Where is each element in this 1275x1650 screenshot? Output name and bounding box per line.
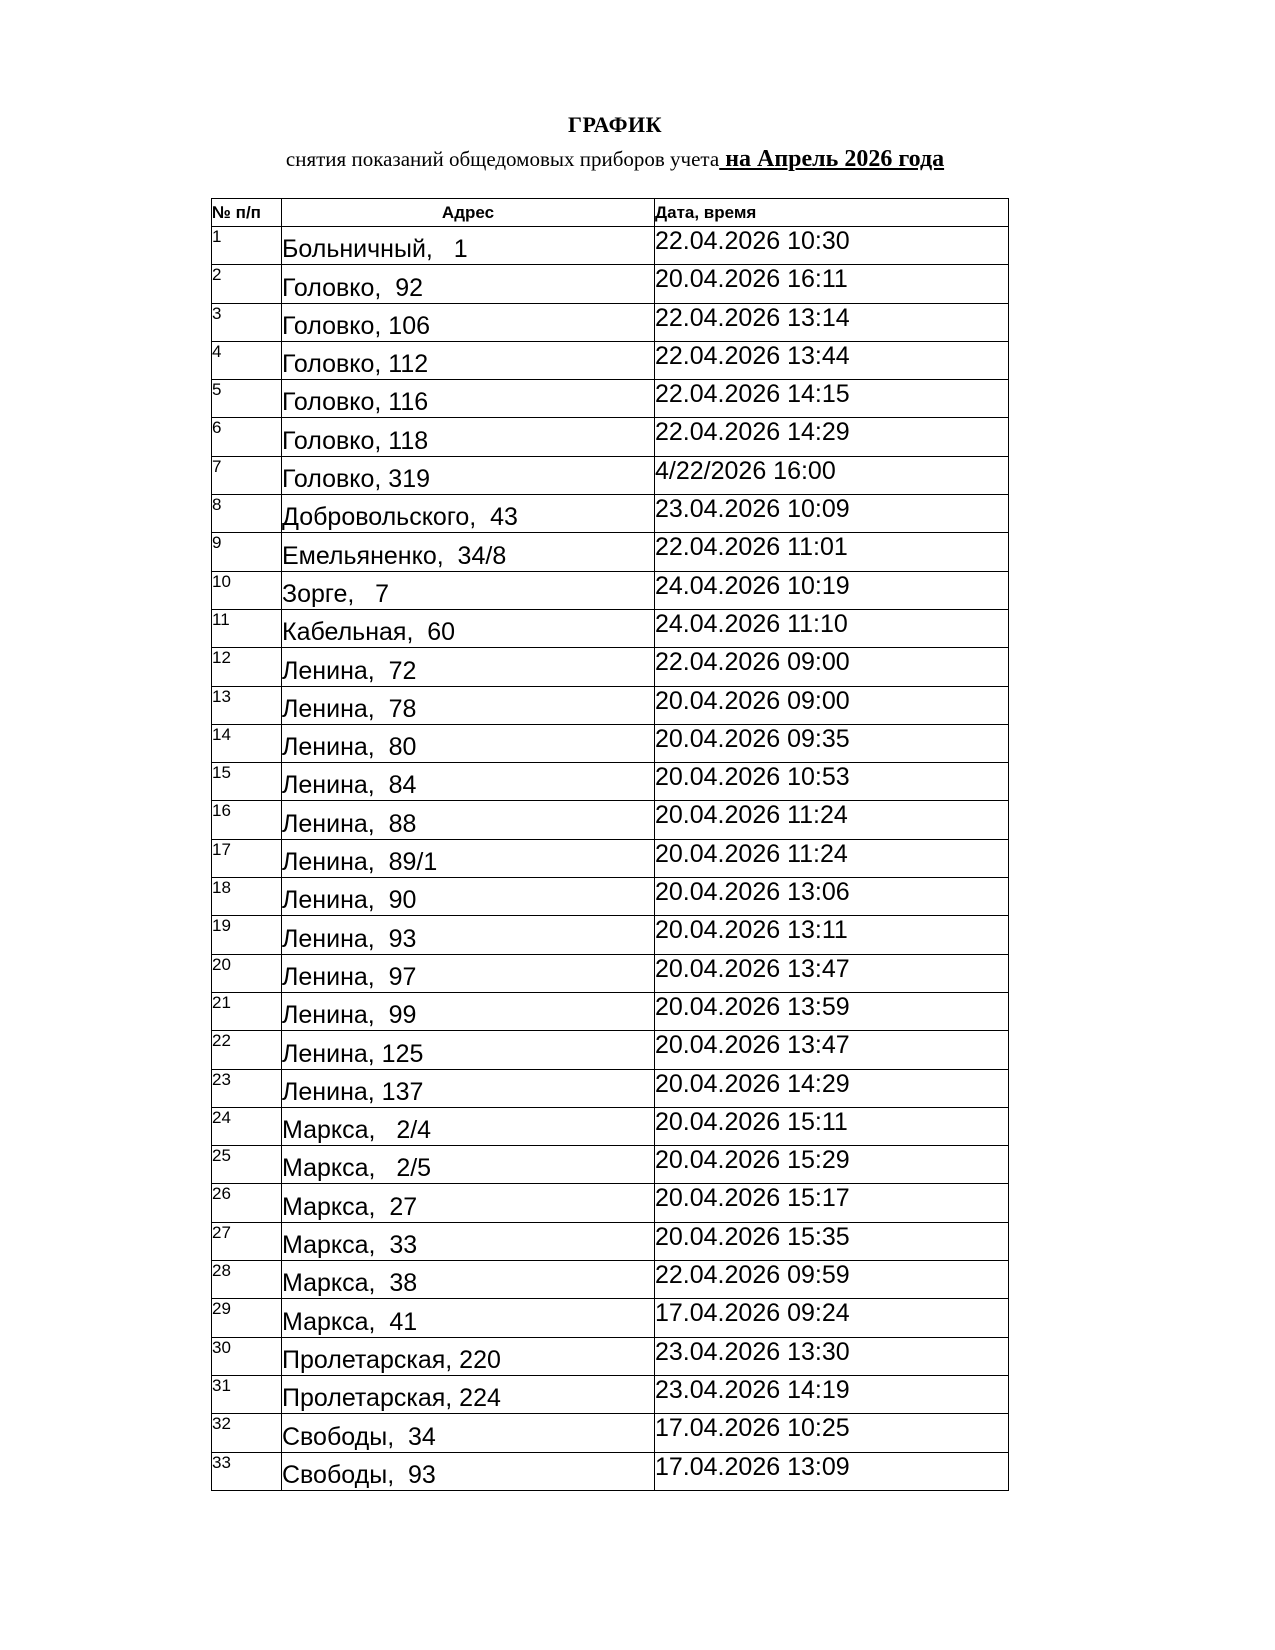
row-address: Больничный, 1 [282, 227, 655, 265]
row-number: 17 [212, 839, 282, 877]
row-datetime: 20.04.2026 15:29 [655, 1146, 1009, 1184]
table-row [212, 1261, 1009, 1299]
table-row [212, 1414, 1009, 1452]
row-address: Головко, 319 [282, 456, 655, 494]
row-number: 6 [212, 418, 282, 456]
row-datetime: 23.04.2026 13:30 [655, 1337, 1009, 1375]
row-datetime: 20.04.2026 13:47 [655, 954, 1009, 992]
row-datetime: 20.04.2026 15:35 [655, 1222, 1009, 1260]
row-number: 26 [212, 1184, 282, 1222]
row-number: 15 [212, 763, 282, 801]
row-number: 19 [212, 916, 282, 954]
row-number: 9 [212, 533, 282, 571]
row-address: Ленина, 78 [282, 686, 655, 724]
row-datetime: 22.04.2026 14:29 [655, 418, 1009, 456]
row-number: 33 [212, 1452, 282, 1490]
row-address: Ленина, 88 [282, 801, 655, 839]
row-datetime: 17.04.2026 10:25 [655, 1414, 1009, 1452]
row-datetime: 17.04.2026 09:24 [655, 1299, 1009, 1337]
row-address: Ленина, 90 [282, 878, 655, 916]
row-address: Пролетарская, 224 [282, 1375, 655, 1413]
row-number: 32 [212, 1414, 282, 1452]
table-row [212, 418, 1009, 456]
table-body [212, 227, 1009, 1491]
table-row [212, 992, 1009, 1030]
row-number: 18 [212, 878, 282, 916]
header-address: Адрес [282, 199, 655, 227]
row-address: Ленина, 80 [282, 724, 655, 762]
row-datetime: 22.04.2026 13:14 [655, 303, 1009, 341]
table-row [212, 1031, 1009, 1069]
row-address: Ленина, 84 [282, 763, 655, 801]
row-datetime: 22.04.2026 13:44 [655, 341, 1009, 379]
row-number: 4 [212, 341, 282, 379]
row-number: 3 [212, 303, 282, 341]
subtitle-text: снятия показаний общедомовых приборов учета [285, 147, 720, 171]
row-address: Головко, 116 [282, 380, 655, 418]
subtitle-period: на Апрель 2026 года [719, 146, 945, 172]
row-address: Головко, 118 [282, 418, 655, 456]
row-number: 25 [212, 1146, 282, 1184]
table-row [212, 1069, 1009, 1107]
row-number: 28 [212, 1261, 282, 1299]
row-address: Головко, 92 [282, 265, 655, 303]
row-address: Маркса, 2/4 [282, 1107, 655, 1145]
row-datetime: 22.04.2026 14:15 [655, 380, 1009, 418]
table-row [212, 341, 1009, 379]
row-datetime: 4/22/2026 16:00 [655, 456, 1009, 494]
table-row [212, 878, 1009, 916]
row-datetime: 20.04.2026 13:11 [655, 916, 1009, 954]
table-row [212, 648, 1009, 686]
row-datetime: 20.04.2026 16:11 [655, 265, 1009, 303]
row-datetime: 22.04.2026 09:00 [655, 648, 1009, 686]
row-address: Маркса, 33 [282, 1222, 655, 1260]
row-datetime: 20.04.2026 13:59 [655, 992, 1009, 1030]
table-row [212, 1184, 1009, 1222]
row-address: Маркса, 38 [282, 1261, 655, 1299]
row-address: Пролетарская, 220 [282, 1337, 655, 1375]
row-address: Добровольского, 43 [282, 495, 655, 533]
table-row [212, 686, 1009, 724]
row-address: Ленина, 137 [282, 1069, 655, 1107]
row-number: 11 [212, 609, 282, 647]
row-address: Головко, 112 [282, 341, 655, 379]
table-row [212, 916, 1009, 954]
schedule-table [211, 198, 1009, 1491]
row-address: Кабельная, 60 [282, 609, 655, 647]
row-address: Ленина, 89/1 [282, 839, 655, 877]
row-datetime: 20.04.2026 10:53 [655, 763, 1009, 801]
table-row [212, 609, 1009, 647]
table-row [212, 1452, 1009, 1490]
row-number: 29 [212, 1299, 282, 1337]
table-row [212, 801, 1009, 839]
row-number: 24 [212, 1107, 282, 1145]
table-row [212, 265, 1009, 303]
table-row [212, 1375, 1009, 1413]
row-address: Ленина, 125 [282, 1031, 655, 1069]
row-address: Емельяненко, 34/8 [282, 533, 655, 571]
table-row [212, 724, 1009, 762]
row-number: 22 [212, 1031, 282, 1069]
table-row [212, 495, 1009, 533]
row-datetime: 23.04.2026 14:19 [655, 1375, 1009, 1413]
row-number: 5 [212, 380, 282, 418]
row-address: Свободы, 34 [282, 1414, 655, 1452]
row-number: 23 [212, 1069, 282, 1107]
row-number: 27 [212, 1222, 282, 1260]
table-row [212, 839, 1009, 877]
header-datetime: Дата, время [655, 199, 1009, 227]
row-address: Маркса, 41 [282, 1299, 655, 1337]
row-datetime: 23.04.2026 10:09 [655, 495, 1009, 533]
row-number: 2 [212, 265, 282, 303]
table-row [212, 456, 1009, 494]
row-datetime: 22.04.2026 09:59 [655, 1261, 1009, 1299]
row-number: 12 [212, 648, 282, 686]
row-datetime: 20.04.2026 13:47 [655, 1031, 1009, 1069]
row-datetime: 22.04.2026 11:01 [655, 533, 1009, 571]
row-address: Ленина, 99 [282, 992, 655, 1030]
row-address: Свободы, 93 [282, 1452, 655, 1490]
row-address: Маркса, 27 [282, 1184, 655, 1222]
row-datetime: 17.04.2026 13:09 [655, 1452, 1009, 1490]
document-title: ГРАФИК [567, 112, 663, 137]
row-datetime: 20.04.2026 11:24 [655, 839, 1009, 877]
row-number: 16 [212, 801, 282, 839]
row-datetime: 20.04.2026 13:06 [655, 878, 1009, 916]
document-subtitle [0, 146, 1230, 173]
row-datetime: 20.04.2026 11:24 [655, 801, 1009, 839]
table-row [212, 763, 1009, 801]
table-row [212, 227, 1009, 265]
table-row [212, 1146, 1009, 1184]
header-num: № п/п [212, 199, 282, 227]
row-datetime: 22.04.2026 10:30 [655, 227, 1009, 265]
row-datetime: 20.04.2026 15:17 [655, 1184, 1009, 1222]
row-number: 21 [212, 992, 282, 1030]
row-address: Ленина, 97 [282, 954, 655, 992]
row-number: 14 [212, 724, 282, 762]
row-address: Зорге, 7 [282, 571, 655, 609]
table-row [212, 954, 1009, 992]
row-number: 8 [212, 495, 282, 533]
row-address: Маркса, 2/5 [282, 1146, 655, 1184]
table-row [212, 1337, 1009, 1375]
row-datetime: 20.04.2026 09:00 [655, 686, 1009, 724]
table-row [212, 380, 1009, 418]
row-number: 20 [212, 954, 282, 992]
table-header-row [212, 199, 1009, 227]
table-row [212, 533, 1009, 571]
row-number: 1 [212, 227, 282, 265]
row-datetime: 20.04.2026 15:11 [655, 1107, 1009, 1145]
table-row [212, 1107, 1009, 1145]
table-row [212, 1222, 1009, 1260]
row-number: 13 [212, 686, 282, 724]
row-number: 31 [212, 1375, 282, 1413]
row-address: Головко, 106 [282, 303, 655, 341]
table-row [212, 1299, 1009, 1337]
row-datetime: 20.04.2026 14:29 [655, 1069, 1009, 1107]
row-address: Ленина, 93 [282, 916, 655, 954]
table-row [212, 303, 1009, 341]
row-number: 30 [212, 1337, 282, 1375]
row-datetime: 24.04.2026 11:10 [655, 609, 1009, 647]
row-number: 10 [212, 571, 282, 609]
table-row [212, 571, 1009, 609]
row-datetime: 20.04.2026 09:35 [655, 724, 1009, 762]
row-number: 7 [212, 456, 282, 494]
row-address: Ленина, 72 [282, 648, 655, 686]
row-datetime: 24.04.2026 10:19 [655, 571, 1009, 609]
